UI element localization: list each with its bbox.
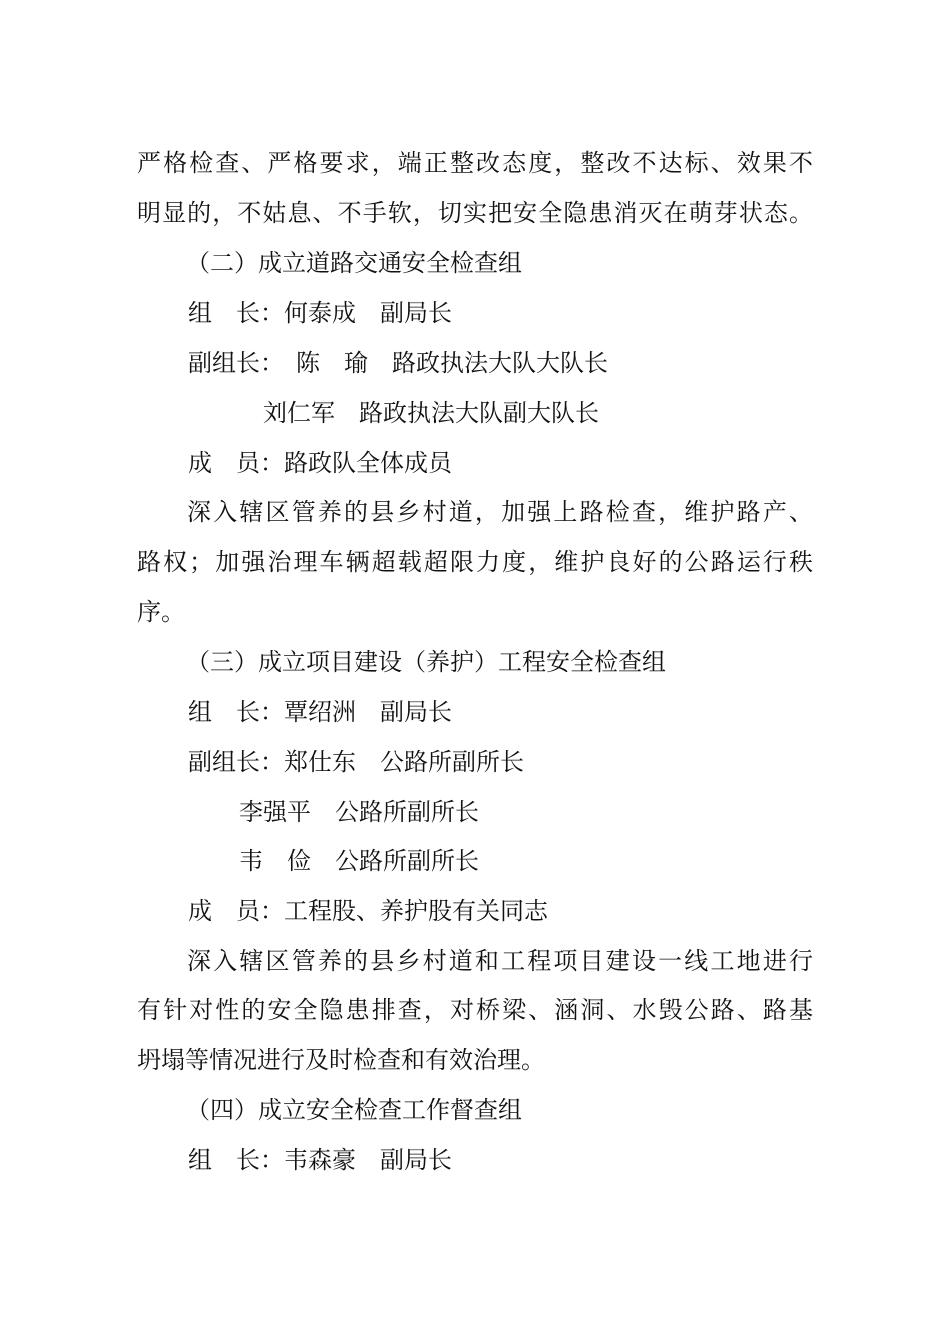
paragraph-line: 坍塌等情况进行及时检查和有效治理。 xyxy=(137,1046,545,1074)
deputy-line: 副组长： 陈 瑜 路政执法大队大队长 xyxy=(188,349,608,377)
paragraph-line: 深入辖区管养的县乡村道和工程项目建设一线工地进行 xyxy=(187,947,813,975)
deputy-line: 副组长：郑仕东 公路所副所长 xyxy=(188,748,524,776)
deputy-line: 刘仁军 路政执法大队副大队长 xyxy=(263,399,599,427)
members-line: 成 员：路政队全体成员 xyxy=(188,449,452,477)
paragraph-line: 严格检查、严格要求，端正整改态度，整改不达标、效果不 xyxy=(137,149,813,177)
members-line: 成 员：工程股、养护股有关同志 xyxy=(188,897,548,925)
leader-line: 组 长：韦森豪 副局长 xyxy=(188,1146,452,1174)
deputy-line: 韦 俭 公路所副所长 xyxy=(239,847,479,875)
deputy-line: 李强平 公路所副所长 xyxy=(239,798,479,826)
paragraph-line: 深入辖区管养的县乡村道，加强上路检查，维护路产、 xyxy=(187,498,813,526)
paragraph-line: 路权；加强治理车辆超载超限力度，维护良好的公路运行秩 xyxy=(137,548,813,576)
leader-line: 组 长：何泰成 副局长 xyxy=(188,299,452,327)
section-heading: （三）成立项目建设（养护）工程安全检查组 xyxy=(186,648,666,676)
section-heading: （四）成立安全检查工作督查组 xyxy=(186,1096,522,1124)
paragraph-line: 序。 xyxy=(137,598,185,626)
paragraph-line: 明显的，不姑息、不手软，切实把安全隐患消灭在萌芽状态。 xyxy=(137,199,813,227)
paragraph-line: 有针对性的安全隐患排查，对桥梁、涵洞、水毁公路、路基 xyxy=(137,996,813,1024)
section-heading: （二）成立道路交通安全检查组 xyxy=(186,249,522,277)
leader-line: 组 长：覃绍洲 副局长 xyxy=(188,698,452,726)
